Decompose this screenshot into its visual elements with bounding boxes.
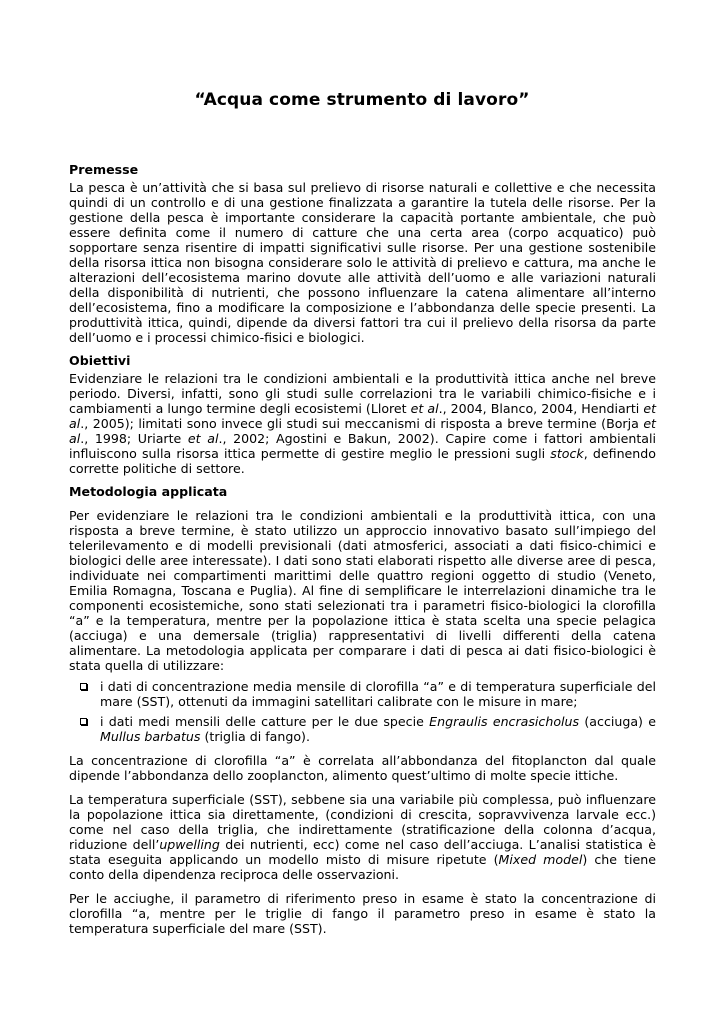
text-run: , definendo corrette politiche di settore. <box>69 446 656 476</box>
list-item <box>69 679 656 709</box>
italic-run: et al <box>410 401 439 416</box>
text-run: ., 2005); limitati sono invece gli studi sui meccanismi di risposta a breve termine (Borja <box>80 416 644 431</box>
paragraph-acciughe: Per le acciughe, il parametro di riferimento preso in esame è stato la concentrazione di clorofilla “a, mentre per le triglie di fango il parametro preso in esame è stato la temperatura superficiale del mare (SST). <box>69 891 656 936</box>
text-run: ., 2002; Agostini e Bakun, 2002). Capire come i fattori ambientali influiscono sulla risorsa ittica permette di gestire meglio le pressioni sugli <box>69 431 656 461</box>
italic-run: et al <box>69 416 656 446</box>
text-run: dei nutrienti, ecc) come nel caso dell’acciuga. L’analisi statistica è stata eseguita applicando un modello misto di misure ripetute ( <box>69 837 656 867</box>
text-run: ) che tiene conto della dipendenza reciproca delle osservazioni. <box>69 852 657 882</box>
list-item <box>69 714 656 744</box>
paragraph-obiettivi <box>69 371 656 476</box>
section-heading-obiettivi: Obiettivi <box>69 353 131 368</box>
italic-run: upwelling <box>159 837 220 852</box>
text-run: (acciuga) e <box>579 714 657 729</box>
section-heading-metodologia: Metodologia applicata <box>69 484 228 499</box>
text-run: ., 2004, Blanco, 2004, Hendiarti <box>438 401 644 416</box>
paragraph-clorofilla: La concentrazione di clorofilla “a” è correlata all’abbondanza del fitoplancton dal quale dipende l’abbondanza dello zooplancton, alimento quest’ultimo di molte specie ittiche. <box>69 753 656 783</box>
text-run: ., 1998; Uriarte <box>80 431 188 446</box>
list-item-text: i dati di concentrazione media mensile di clorofilla “a” e di temperatura superficiale del mare (SST), ottenuti da immagini satellitari calibrate con le misure in mare; <box>100 679 656 709</box>
section-heading-premesse: Premesse <box>69 162 139 177</box>
text-run: (triglia di fango). <box>200 729 310 744</box>
species-name: Mullus barbatus <box>100 729 201 744</box>
paragraph-sst <box>69 792 656 882</box>
italic-run: et al <box>69 401 657 431</box>
paragraph-metodologia-intro: Per evidenziare le relazioni tra le condizioni ambientali e la produttività ittica, con una risposta a breve termine, è stato utilizzo un approccio innovativo basato sull’impiego del telerilevamento e di modelli previsionali (dati atmosferici, associati a dati fisico-chimici e biologici delle aree interessate). I dati sono stati elaborati rispetto alle diverse aree di pesca, individuate nei compartimenti marittimi delle quattro regioni oggetto di studio (Veneto, Emilia Romagna, Toscana e Puglia). Al fine di semplificare le interrelazioni dinamiche tra le componenti ecosistemiche, sono stati selezionati tra i parametri fisico-biologici la clorofilla “a” e la temperatura, mentre per la popolazione ittica è stata scelta una specie pelagica (acciuga) e una demersale (triglia) rappresentativi di livelli differenti della catena alimentare. La metodologia applicata per comparare i dati di pesca ai dati fisico-biologici è stata quella di utilizzare: <box>69 508 656 673</box>
text-run: i dati medi mensili delle catture per le due specie <box>100 714 430 729</box>
italic-run: Mixed model <box>498 852 583 867</box>
document-body <box>69 162 656 936</box>
text-run: Evidenziare le relazioni tra le condizioni ambientali e la produttività ittica anche nel breve periodo. Diversi, infatti, sono gli studi sulle correlazioni tra le variabili chimico-fisiche e i cambiamenti a lungo termine degli ecosistemi (Lloret <box>69 371 656 416</box>
italic-run: et al <box>187 431 219 446</box>
document-title: “Acqua come strumento di lavoro” <box>194 90 530 110</box>
text-run: La temperatura superficiale (SST), sebbene sia una variabile più complessa, può influenzare la popolazione ittica sia direttamente, (condizioni di crescita, sopravvivenza larvale ecc.) come nel caso della triglia, che indirettamente (stratificazione della colonna d’acqua, riduzione dell’ <box>69 792 656 852</box>
italic-run: stock <box>550 446 584 461</box>
paragraph-premesse: La pesca è un’attività che si basa sul prelievo di risorse naturali e collettive e che necessita quindi di un controllo e di una gestione finalizzata a garantire la tutela delle risorse. Per la gestione della pesca è importante considerare la capacità portante ambientale, che può essere definita come il numero di catture che una certa area (corpo acquatico) può sopportare senza risentire di impatti significativi sulle risorse. Per una gestione sostenibile della risorsa ittica non bisogna considerare solo le attività di prelievo e cattura, ma anche le alterazioni dell’ecosistema marino dovute alle attività dell’uomo e alle variazioni naturali della disponibilità di nutrienti, che possono influenzare la catena alimentare all’interno dell’ecosistema, fino a modificare la composizione e l’abbondanza delle specie presenti. La produttività ittica, quindi, dipende da diversi fattori tra cui il prelievo della risorsa da parte dell’uomo e i processi chimico-fisici e biologici. <box>69 180 656 345</box>
square-bullet-icon <box>80 683 87 690</box>
square-bullet-icon <box>80 718 87 725</box>
bullet-list <box>69 679 656 744</box>
species-name: Engraulis encrasicholus <box>429 714 580 729</box>
